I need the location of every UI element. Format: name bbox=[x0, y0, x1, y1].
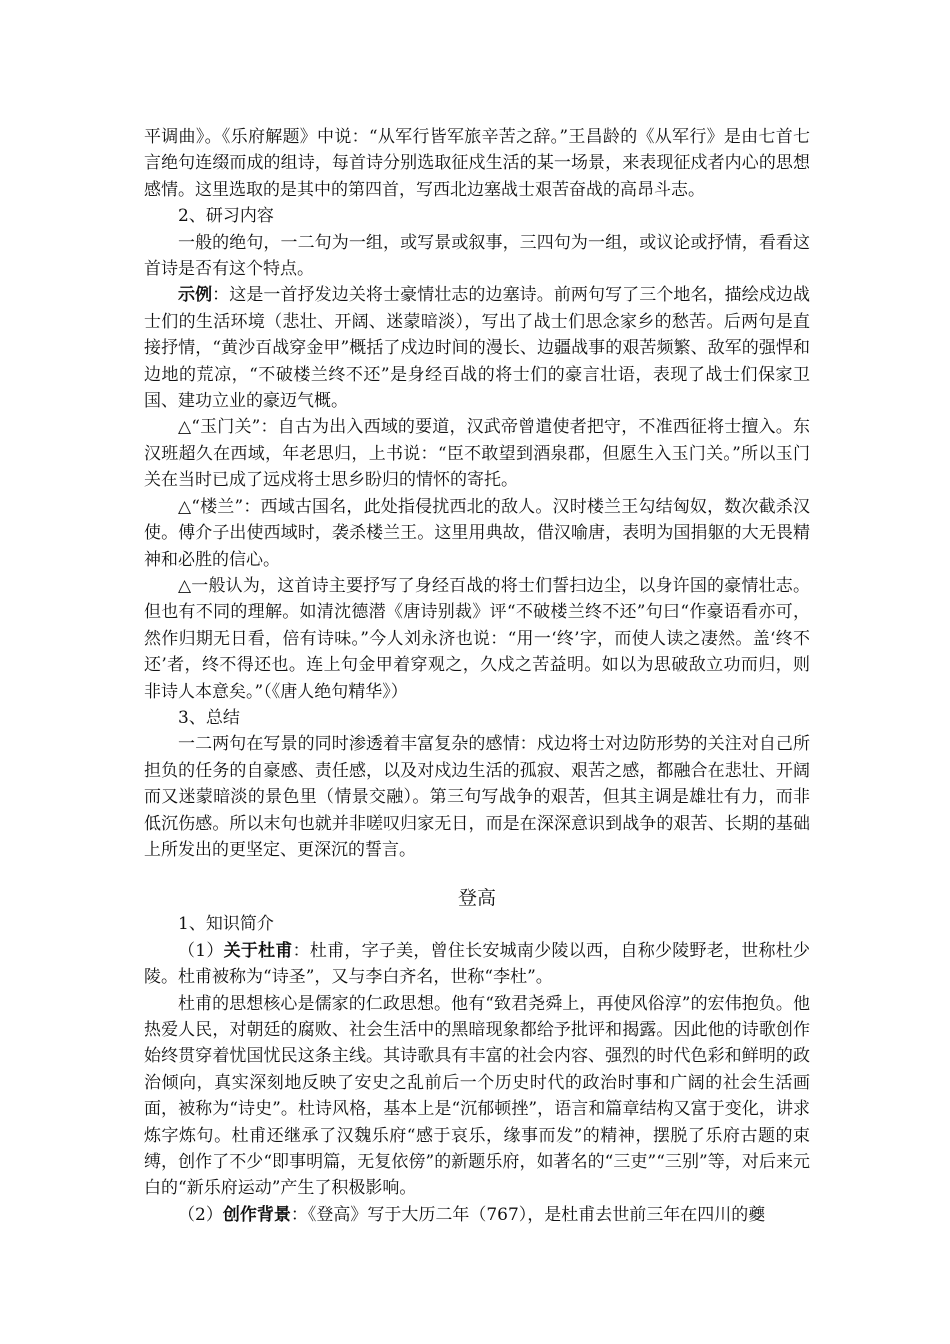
study-paragraph: 一般的绝句，一二句为一组，或写景或叙事，三四句为一组，或议论或抒情，看看这首诗是否有这个特点。 bbox=[144, 232, 810, 280]
background-prefix: （2） bbox=[178, 1204, 223, 1225]
document-page bbox=[144, 124, 810, 1228]
background-label: 创作背景 bbox=[222, 1204, 291, 1225]
yumenguan-note: △“玉门关”：自古为出入西域的要道，汉武帝曾遣使者把守，不准西征将士擅入。东汉班超久在西域，年老思归，上书说：“臣不敢望到酒泉郡，但愿生入玉门关。”所以玉门关在当时已成了远戍将士思乡盼归的情怀的寄托。 bbox=[144, 417, 810, 491]
background-text: ：《登高》写于大历二年（767），是杜甫去世前三年在四川的夔 bbox=[290, 1204, 766, 1225]
about-label: 关于杜甫 bbox=[223, 940, 293, 961]
summary-heading: 3、总结 bbox=[178, 707, 240, 728]
poem-title: 登高 bbox=[457, 887, 496, 910]
study-heading: 2、研习内容 bbox=[178, 206, 274, 227]
thought-paragraph: 杜甫的思想核心是儒家的仁政思想。他有“致君尧舜上，再使风俗淳”的宏伟抱负。他热爱人民，对朝廷的腐败、社会生活中的黑暗现象都给予批评和揭露。因此他的诗歌创作始终贯穿着忧国忧民这条主线。其诗歌具有丰富的社会内容、强烈的时代色彩和鲜明的政治倾向，真实深刻地反映了安史之乱前后一个历史时代的政治时事和广阔的社会生活画面，被称为“诗史”。杜诗风格，基本上是“沉郁顿挫”，语言和篇章结构又富于变化，讲求炼字炼句。杜甫还继承了汉魏乐府“感于哀乐，缘事而发”的精神，摆脱了乐府古题的束缚，创作了不少“即事明篇，无复依傍”的新题乐府，如著名的“三吏”“三别”等，对后来元白的“新乐府运动”产生了积极影响。 bbox=[144, 993, 810, 1199]
intro-paragraph: 平调曲》。《乐府解题》中说：“从军行皆军旅辛苦之辞。”王昌龄的《从军行》是由七首七言绝句连缀而成的组诗，每首诗分别选取征戍生活的某一场景，来表现征戍者内心的思想感情。这里选取的是其中的第四首，写西北边塞战士艰苦奋战的高昂斗志。 bbox=[144, 127, 810, 200]
about-du-fu-paragraph bbox=[144, 938, 810, 991]
summary-paragraph: 一二两句在写景的同时渗透着丰富复杂的感情：戍边将士对边防形势的关注对自己所担负的任务的自豪感、责任感，以及对戍边生活的孤寂、艰苦之感，都融合在悲壮、开阔而又迷蒙暗淡的景色里（情景交融）。第三句写战争的艰苦，但其主调是雄壮有力，而非低沉伤感。所以末句也就并非嗟叹归家无日，而是在深深意识到战争的艰苦、长期的基础上所发出的更坚定、更深沉的誓言。 bbox=[144, 734, 810, 860]
example-label: 示例 bbox=[178, 285, 213, 306]
example-text: ：这是一首抒发边关将士豪情壮志的边塞诗。前两句写了三个地名，描绘戍边战士们的生活环境（悲壮、开阔、迷蒙暗淡），写出了战士们思念家乡的愁苦。后两句是直接抒情，“黄沙百战穿金甲”概括了戍边时间的漫长、边疆战事的艰苦频繁、敌军的强悍和边地的荒凉，“不破楼兰终不还”是身经百战的将士们的豪言壮语，表现了战士们保家卫国、建功立业的豪迈气概。 bbox=[144, 285, 811, 412]
section-gap bbox=[144, 863, 810, 885]
general-note: △一般认为，这首诗主要抒写了身经百战的将士们誓扫边尘，以身许国的豪情壮志。但也有不同的理解。如清沈德潜《唐诗别裁》评“不破楼兰终不还”句曰“作豪语看亦可，然作归期无日看，倍有诗味。”今人刘永济也说：“用一‘终’字，而使人读之凄然。盖‘终不还’者，终不得还也。连上句金甲着穿观之，久戍之苦益明。如以为思破敌立功而归，则非诗人本意矣。”（《唐人绝句精华》） bbox=[144, 575, 810, 702]
about-text: ：杜甫，字子美，曾住长安城南少陵以西，自称少陵野老，世称杜少陵。杜甫被称为“诗圣”，又与李白齐名，世称“李杜”。 bbox=[144, 940, 811, 988]
intro-heading: 1、知识简介 bbox=[178, 914, 274, 935]
loulan-note: △“楼兰”：西域古国名，此处指侵扰西北的敌人。汉时楼兰王勾结匈奴，数次截杀汉使。傅介子出使西域时，袭杀楼兰王。这里用典故，借汉喻唐，表明为国捐躯的大无畏精神和必胜的信心。 bbox=[144, 496, 810, 570]
about-prefix: （1） bbox=[178, 940, 224, 961]
background-paragraph bbox=[144, 1202, 810, 1228]
example-paragraph bbox=[144, 282, 810, 414]
